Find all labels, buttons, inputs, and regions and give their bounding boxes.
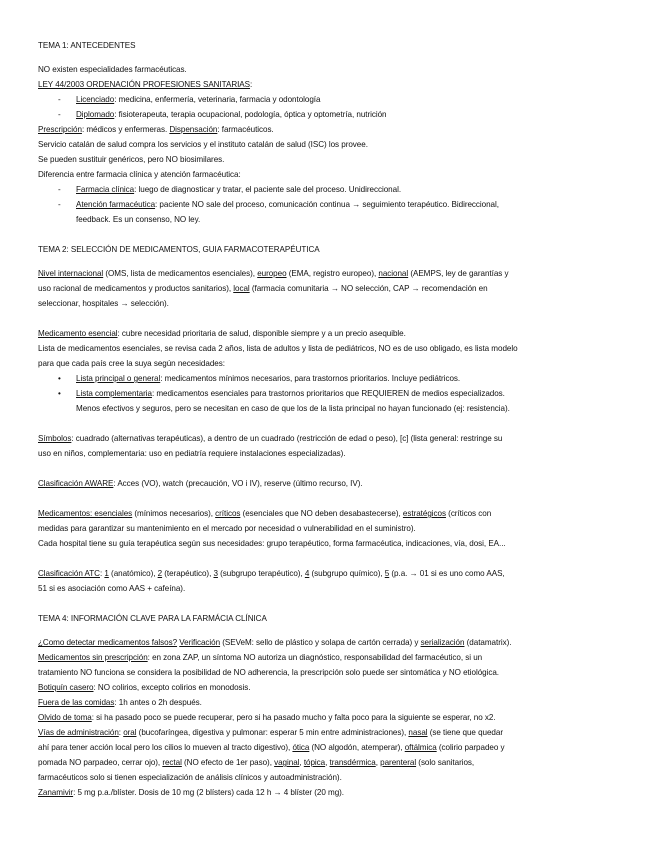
paragraph: 51 si es asociación como AAS + cafeína). — [38, 584, 186, 593]
paragraph: Clasificación ATC: 1 (anatómico), 2 (terapéutico), 3 (subgrupo terapéutico), 4 (subgrupo químico), 5 (p.a. → 01 si es uno como AAS, — [38, 569, 505, 578]
document-page — [38, 38, 623, 800]
paragraph: NO existen especialidades farmacéuticas. — [38, 65, 187, 74]
paragraph: Diferencia entre farmacia clínica y atención farmacéutica: — [38, 170, 241, 179]
paragraph: Clasificación AWARE: Acces (VO), watch (precaución, VO i IV), reserve (último recurso, IV). — [38, 479, 363, 488]
list-item: - Diplomado: fisioterapeuta, terapia ocupacional, podología, óptica y optometría, nutrición — [58, 110, 387, 119]
paragraph: ahí para tener acción local pero los cilios lo mueven al tracto digestivo), ótica (NO algodón, atemperar), oftálmica (colirio parpadeo y — [38, 743, 505, 752]
paragraph: Se pueden sustituir genéricos, pero NO biosimilares. — [38, 155, 225, 164]
paragraph: Fuera de las comidas: 1h antes o 2h después. — [38, 698, 202, 707]
paragraph: Medicamentos sin prescripción: en zona ZAP, un síntoma NO autoriza un diagnóstico, responsabilidad del farmacéutico, si un — [38, 653, 483, 662]
paragraph: Nivel internacional (OMS, lista de medicamentos esenciales), europeo (EMA, registro europeo), nacional (AEMPS, ley de garantías y — [38, 269, 509, 278]
paragraph: Zanamivir: 5 mg p.a./blíster. Dosis de 10 mg (2 blísters) cada 12 h → 4 blíster (20 mg). — [38, 788, 344, 797]
paragraph: tratamiento NO funciona se considera la posibilidad de NO adherencia, la prescripción solo puede ser sintomática y NO etiológica. — [38, 668, 499, 677]
paragraph: Lista de medicamentos esenciales, se revisa cada 2 años, lista de adultos y lista de pediátricos, NO es de uso obligado, es lista modelo — [38, 344, 518, 353]
paragraph: Olvido de toma: si ha pasado poco se puede recuperar, pero si ha pasado mucho y falta poco para la siguiente se esperar, no x2. — [38, 713, 496, 722]
paragraph: ¿Como detectar medicamentos falsos? Verificación (SEVeM: sello de plástico y solapa de cartón cerrada) y serialización (datamatrix). — [38, 638, 512, 647]
paragraph: Cada hospital tiene su guía terapéutica según sus necesidades: grupo terapéutico, forma farmacéutica, indicaciones, vía, dosi, EA... — [38, 539, 506, 548]
list-item: - Licenciado: medicina, enfermería, veterinaria, farmacia y odontología — [58, 95, 321, 104]
section-title-tema-4: TEMA 4: INFORMACIÓN CLAVE PARA LA FARMÁCIA CLÍNICA — [38, 614, 267, 623]
paragraph: pomada NO parpadeo, cerrar ojo), rectal (NO efecto de 1er paso), vaginal, tópica, transdérmica, parenteral (solo sanitarios, — [38, 758, 475, 767]
section-title-tema-2: TEMA 2: SELECCIÓN DE MEDICAMENTOS, GUIA FARMACOTERAPÉUTICA — [38, 245, 320, 254]
list-item: - Farmacia clínica: luego de diagnosticar y tratar, el paciente sale del proceso. Unidireccional. — [58, 185, 402, 194]
paragraph: Vías de administración: oral (bucofaríngea, digestiva y pulmonar: esperar 5 min entre administraciones), nasal (se tiene que quedar — [38, 728, 503, 737]
paragraph: Medicamentos: esenciales (mínimos necesarios), críticos (esenciales que NO deben desabastecerse), estratégicos (críticos con — [38, 509, 492, 518]
paragraph: uso en niños, complementaria: uso en pediatría requiere instalaciones especializadas). — [38, 449, 346, 458]
list-item-continuation: feedback. Es un consenso, NO ley. — [76, 215, 201, 224]
paragraph: seleccionar, hospitales → selección). — [38, 299, 169, 308]
paragraph: farmacéuticos solo si tienen especialización de análisis clínicos y autoadministración). — [38, 773, 342, 782]
paragraph: Servicio catalán de salud compra los servicios y el instituto catalán de salud (ISC) los provee. — [38, 140, 368, 149]
paragraph: uso racional de medicamentos y productos sanitarios), local (farmacia comunitaria → NO selección, CAP → recomendación en — [38, 284, 488, 293]
paragraph: Símbolos: cuadrado (alternativas terapéuticas), a dentro de un cuadrado (restricción de edad o peso), [c] (lista general: restringe su — [38, 434, 503, 443]
paragraph: Prescripción: médicos y enfermeras. Dispensación: farmacéuticos. — [38, 125, 274, 134]
law-heading: LEY 44/2003 ORDENACIÓN PROFESIONES SANITARIAS — [38, 80, 251, 89]
section-title-tema-1: TEMA 1: ANTECEDENTES — [38, 41, 136, 50]
paragraph: para que cada país cree la suya según necesidades: — [38, 359, 225, 368]
paragraph: Medicamento esencial: cubre necesidad prioritaria de salud, disponible siempre y a un precio asequible. — [38, 329, 406, 338]
list-item: • Lista principal o general: medicamentos mínimos necesarios, para trastornos prioritarios. Incluye pediátricos. — [58, 374, 461, 383]
list-item: - Atención farmacéutica: paciente NO sale del proceso, comunicación continua → seguimiento terapéutico. Bidireccional, — [58, 200, 499, 209]
paragraph: LEY 44/2003 ORDENACIÓN PROFESIONES SANITARIAS: — [38, 80, 253, 89]
list-item-continuation: Menos efectivos y seguros, pero se necesitan en caso de que los de la lista principal no hayan funcionado (ej: resistencia). — [76, 404, 510, 413]
paragraph: medidas para garantizar su mantenimiento en el mercado por necesidad o vulnerabilidad en el suministro). — [38, 524, 416, 533]
paragraph: Botiquín casero: NO colirios, excepto colirios en monodosis. — [38, 683, 251, 692]
list-item: • Lista complementaria: medicamentos esenciales para trastornos prioritarios que REQUIEREN de medios especializados. — [58, 389, 505, 398]
